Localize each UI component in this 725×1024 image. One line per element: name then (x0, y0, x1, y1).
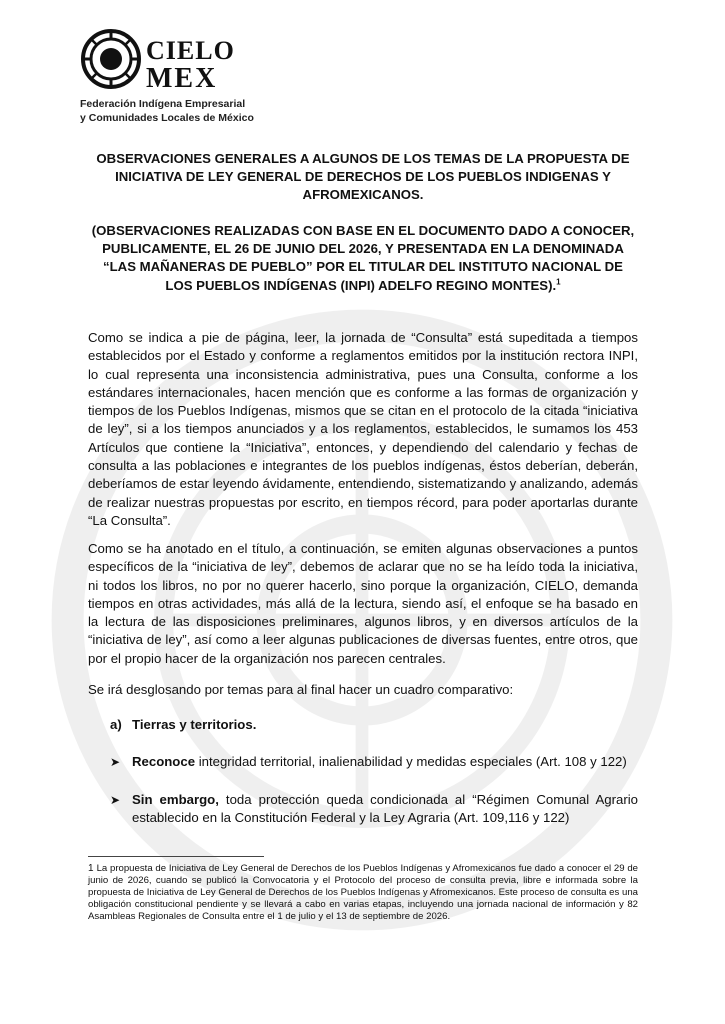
bullet-body: toda protección queda condicionada al “Régimen Comunal Agrario establecido en la Constitución Federal y la Ley Agraria (Art. 109,116 y 122) (132, 792, 638, 826)
paragraph-3: Se irá desglosando por temas para al final hacer un cuadro comparativo: (88, 682, 514, 697)
logo-name-line2: MEX (146, 63, 218, 94)
section-heading (110, 717, 256, 732)
bullet-item-2 (110, 791, 638, 828)
bullet-text (132, 753, 638, 771)
arrow-bullet-icon: ➤ (110, 793, 121, 807)
document-subtitle (88, 222, 638, 295)
bullet-bold: Sin embargo, (132, 792, 219, 807)
bullet-body: integridad territorial, inalienabilidad y medidas especiales (Art. 108 y 122) (195, 754, 627, 769)
section-title: Tierras y territorios. (132, 717, 257, 732)
bullet-text (132, 791, 638, 828)
logo-subtitle-line2: y Comunidades Locales de México (80, 112, 254, 124)
footnote-divider (88, 856, 264, 857)
bullet-bold: Reconoce (132, 754, 196, 769)
bullet-item-1 (110, 753, 638, 771)
footnote-reference: 1 (556, 277, 561, 287)
subtitle-text: (OBSERVACIONES REALIZADAS CON BASE EN EL DOCUMENTO DADO A CONOCER, PUBLICAMENTE, EL 26 DE JUNIO DEL 2026, Y PRESENTADA EN LA DENOMINADA “LAS MAÑANERAS DE PUEBLO” POR EL TITULAR DEL INSTITUTO NACIONAL DE LOS PUEBLOS INDÍGENAS (INPI) ADELFO REGINO MONTES). (91, 223, 635, 293)
paragraph-1: Como se indica a pie de página, leer, la jornada de “Consulta” está supeditada a tiempos establecidos por el Estado y conforme a reglamentos emitidos por la institución rectora INPI, lo cual representa una inconsistencia administrativa, pues una Consulta, conforme a los estándares internacionales, hacen mención que es conforme a las formas de organización y tiempos de los Pueblos Indígenas, mismos que se citan en el protocolo de la citada “iniciativa de ley”, si a los tiempos anunciados y a los reglamentos, establecidos, le sumamos los 453 Artículos que contiene la “Iniciativa”, entonces, y dependiendo del calendario y fechas de consulta a las poblaciones e integrantes de los pueblos indígenas, éstos deberían, deberán, deberíamos de estar leyendo ávidamente, entendiendo, sistematizando y analizando, además de realizar nuestras propuestas por escrito, en tiempos récord, para poder aportarlas durante “La Consulta”. (88, 330, 638, 528)
document-title: OBSERVACIONES GENERALES A ALGUNOS DE LOS TEMAS DE LA PROPUESTA DE INICIATIVA DE LEY GENERAL DE DERECHOS DE LOS PUEBLOS INDIGENAS Y AFROMEXICANOS. (96, 151, 630, 203)
cielo-emblem-icon (80, 28, 142, 90)
paragraph-2: Como se ha anotado en el título, a continuación, se emiten algunas observaciones a puntos específicos de la “iniciativa de ley”, debemos de aclarar que no se ha leído toda la iniciativa, ni todos los libros, no por no querer hacerlo, sino porque la organización, CIELO, demanda tiempos en otras actividades, más allá de la lectura, siendo así, el enfoque se ha basado en la lectura de las disposiciones preliminares, algunos libros, y en diversos artículos de la “iniciativa de ley”, así como a leer algunas publicaciones de diversas fuentes, entre otros, que por el propio hacer de la organización nos parecen centrales. (88, 541, 638, 666)
footnote (88, 863, 638, 923)
logo-subtitle-line1: Federación Indígena Empresarial (80, 98, 246, 110)
organization-logo (80, 28, 260, 128)
arrow-bullet-icon: ➤ (110, 755, 121, 769)
footnote-text: La propuesta de Iniciativa de Ley General de Derechos de los Pueblos Indígenas y Afromexicanos fue dado a conocer el 29 de junio de 2026, cuando se publicó la Convocatoria y el Protocolo del proceso de consulta previa, libre e informada sobre la propuesta de Iniciativa de Ley General de Derechos de los Pueblos Indígenas y Afromexicanos. Este proceso de consulta es una obligación constitucional pendiente y se llevará a cabo en varias etapas, incluyendo una jornada nacional de información y 82 Asambleas Regionales de Consulta entre el 1 de julio y el 13 de septiembre de 2026. (88, 863, 638, 923)
logo-name-line1: CIELO (146, 36, 235, 65)
footnote-number: 1 (88, 863, 94, 874)
section-letter: a) (110, 717, 122, 732)
